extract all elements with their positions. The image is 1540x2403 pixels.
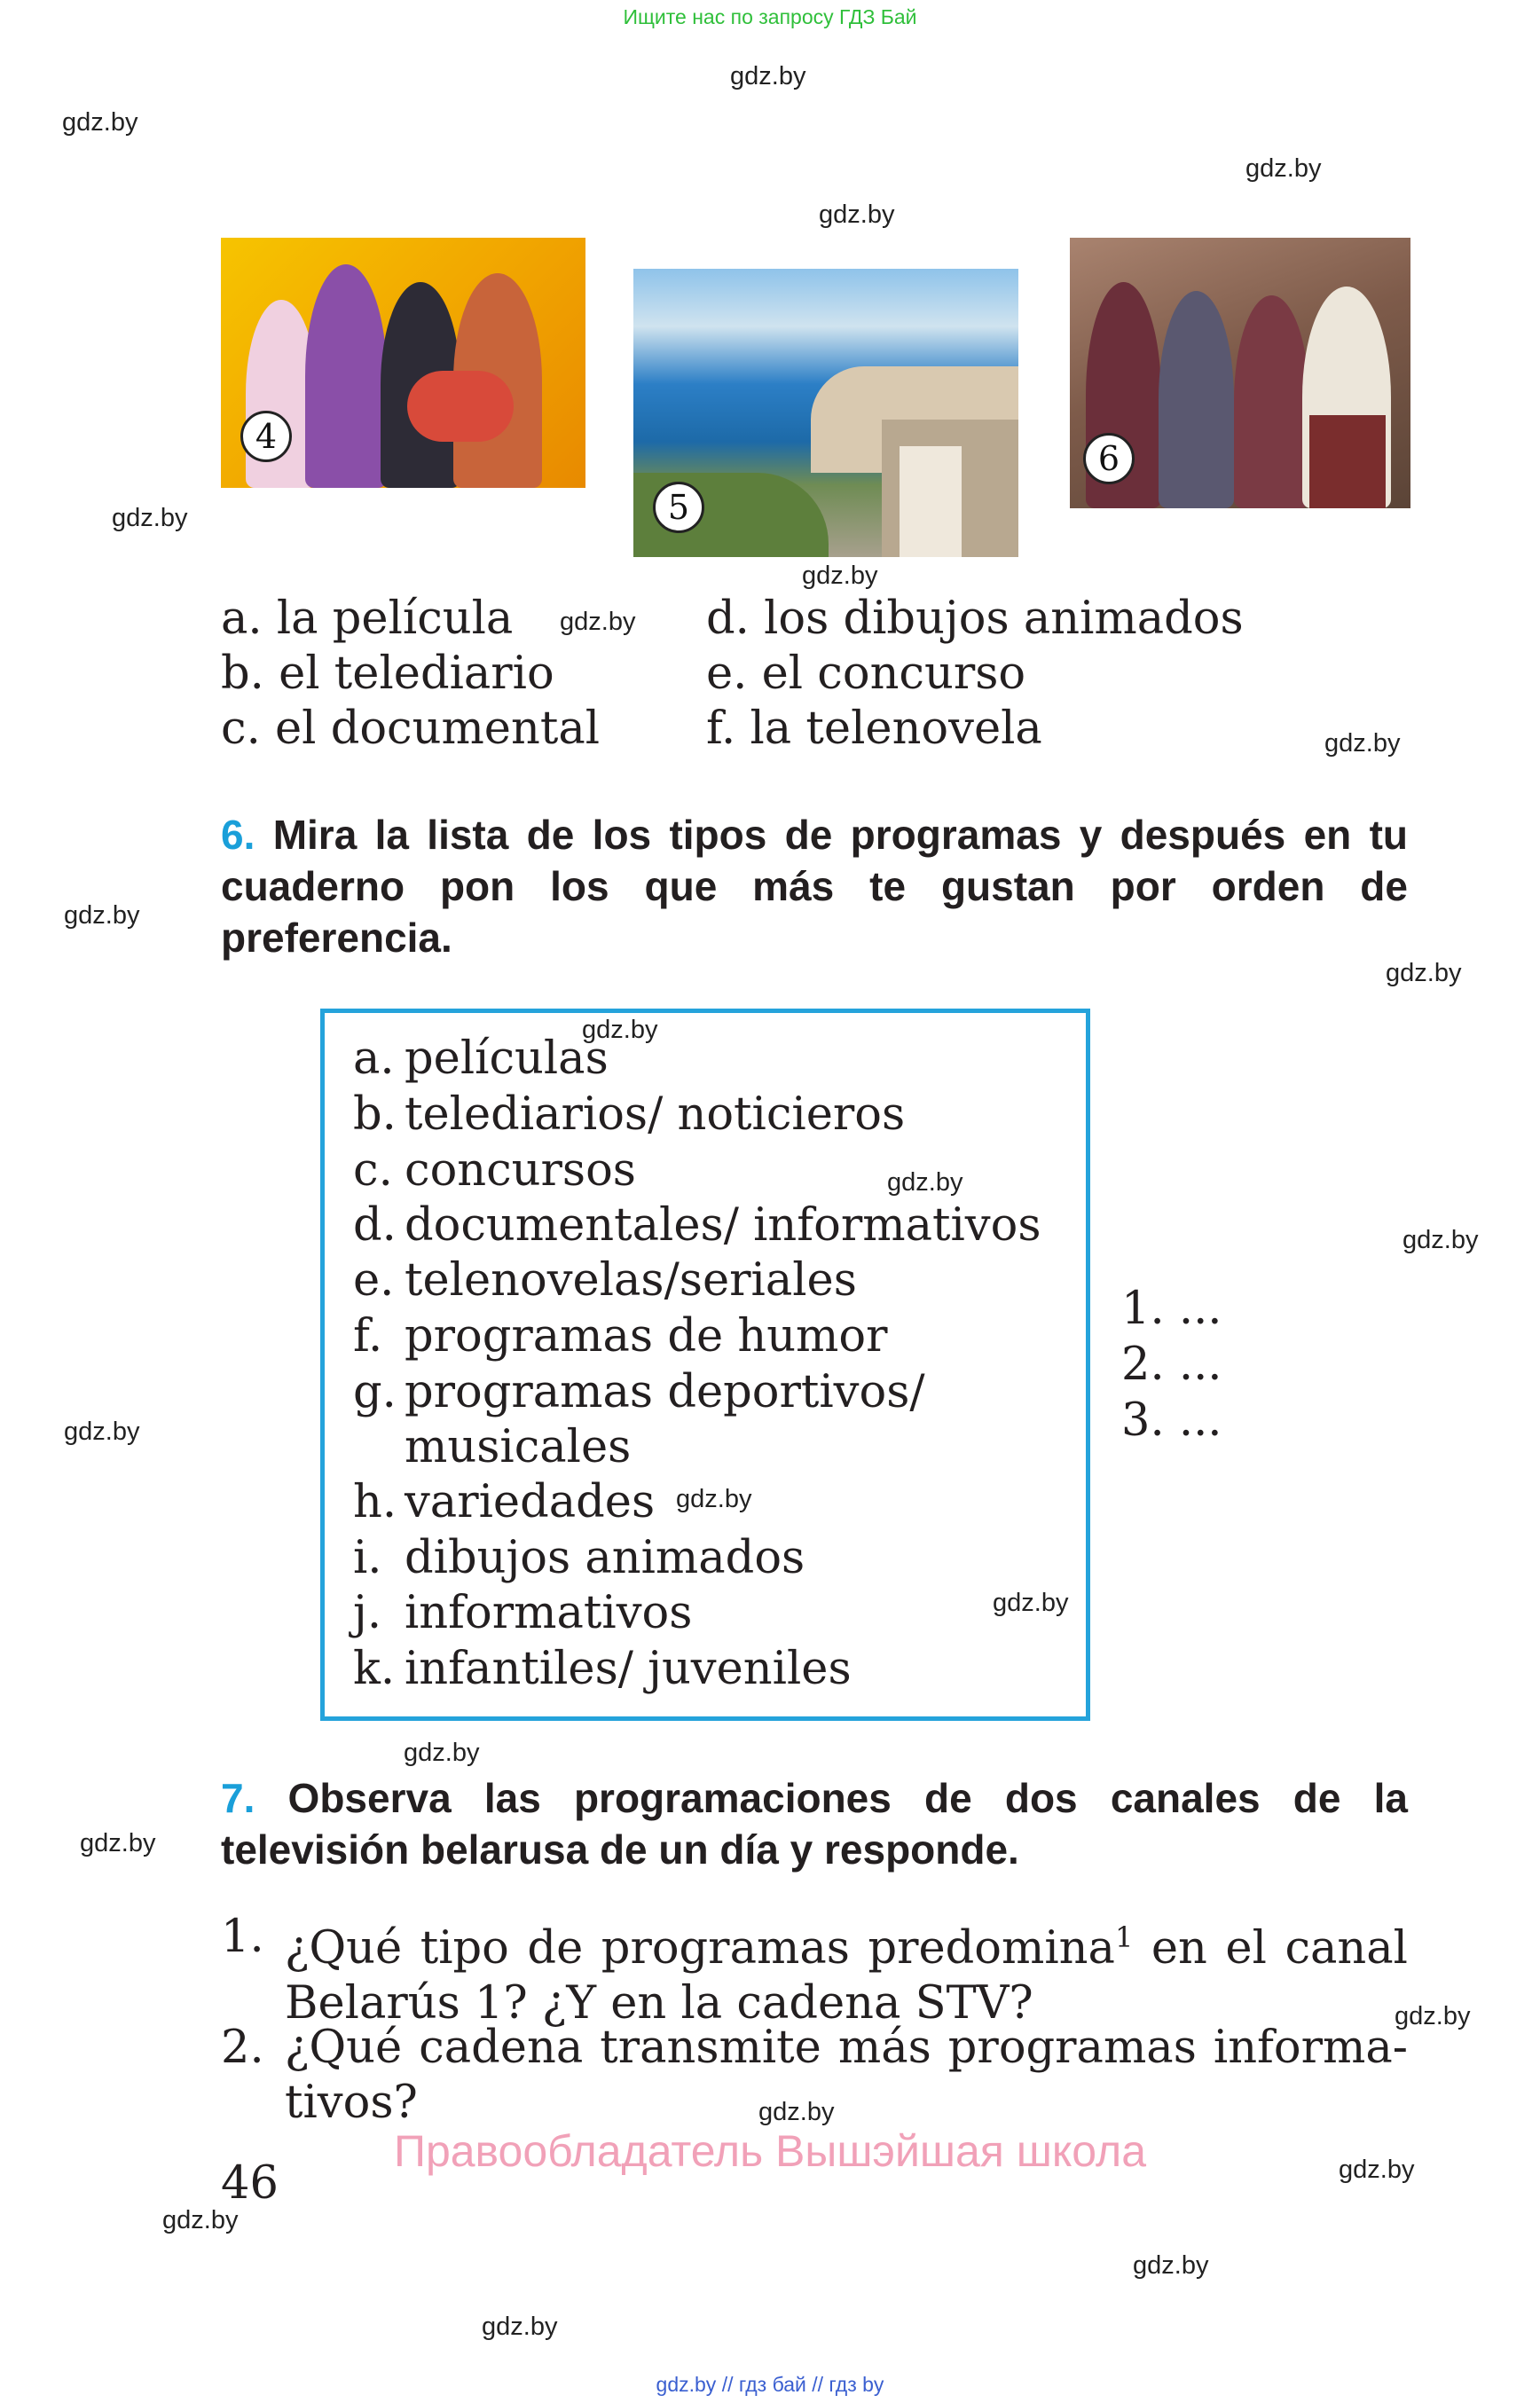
watermark: gdz.by (993, 1589, 1069, 1617)
photo-musketeers (1070, 238, 1410, 508)
watermark: gdz.by (730, 62, 806, 90)
list-item: i. dibujos animados (353, 1532, 805, 1584)
list-item: f. programas de humor (353, 1310, 888, 1362)
watermark: gdz.by (1339, 2156, 1415, 2184)
photo-number-badge: 4 (240, 411, 292, 462)
list-item: j. informativos (353, 1587, 693, 1639)
photo-girls (221, 238, 585, 488)
watermark: gdz.by (162, 2206, 239, 2234)
task-number: 6. (221, 812, 255, 858)
watermark: gdz.by (582, 1016, 658, 1044)
watermark: gdz.by (80, 1829, 156, 1857)
watermark: gdz.by (64, 901, 140, 930)
watermark: gdz.by (1395, 2002, 1471, 2030)
list-item: e. telenovelas/seriales (353, 1254, 857, 1307)
option-item: b. el telediario (221, 648, 554, 700)
page-number: 46 (221, 2157, 279, 2210)
list-item: musicales (405, 1421, 632, 1473)
question-number: 2. (221, 2022, 264, 2074)
task-text: Observa las programaciones de dos canales de la televisión belarusa de un día y responde. (221, 1775, 1408, 1873)
photo-number-badge: 6 (1083, 433, 1135, 484)
list-item: a. películas (353, 1033, 609, 1085)
list-item: h. variedades (353, 1476, 656, 1528)
question-1: 1. ¿Qué tipo de programas predomina$^1$ en el canal Belarús 1? ¿Y en la cadena STV? (221, 1911, 1408, 2030)
watermark: gdz.by (560, 608, 636, 636)
watermark: gdz.by (802, 561, 878, 590)
watermark: gdz.by (819, 200, 895, 229)
watermark: gdz.by (112, 504, 188, 532)
option-item: d. los dibujos animados (706, 593, 1244, 645)
footnote-mark: 1 (1114, 1920, 1134, 1954)
option-item: c. el documental (221, 703, 601, 755)
list-item: g. programas deportivos/ (353, 1366, 925, 1418)
task-6 (221, 809, 1408, 963)
task-text: Mira la lista de los tipos de programas y después en tu cuaderno pon los que más te gustan por orden de preferencia. (221, 812, 1408, 961)
option-item: e. el concurso (706, 648, 1026, 700)
ranking-item: 3. ... (1121, 1394, 1222, 1447)
watermark: gdz.by (404, 1739, 480, 1767)
photo-number-badge: 5 (653, 482, 704, 533)
task-number: 7. (221, 1775, 255, 1821)
question-2: 2. ¿Qué cadena transmite más programas informa-tivos? (221, 2022, 1408, 2129)
list-item: c. concursos (353, 1144, 636, 1197)
ranking-item: 2. ... (1121, 1339, 1222, 1391)
list-item: d. documentales/ informativos (353, 1199, 1041, 1252)
task-7 (221, 1772, 1408, 1875)
watermark: gdz.by (1324, 729, 1401, 758)
watermark: gdz.by (1133, 2251, 1209, 2280)
option-item: a. la película (221, 593, 514, 645)
watermark: gdz.by (887, 1168, 963, 1197)
watermark: gdz.by (482, 2313, 558, 2341)
photo-coastline (633, 269, 1018, 557)
watermark: gdz.by (62, 108, 138, 137)
watermark: gdz.by (676, 1485, 752, 1513)
watermark: gdz.by (64, 1417, 140, 1446)
bottom-note: gdz.by // гдз бай // гдз by (656, 2373, 884, 2396)
list-item: b. telediarios/ noticieros (353, 1088, 906, 1141)
watermark: gdz.by (1245, 154, 1322, 183)
watermark: gdz.by (1386, 959, 1462, 987)
owner-note: Правообладатель Вышэйшая школа (394, 2126, 1146, 2176)
question-number: 1. (221, 1911, 264, 1963)
ranking-item: 1. ... (1121, 1283, 1222, 1335)
list-item: k. infantiles/ juveniles (353, 1643, 852, 1695)
option-item: f. la telenovela (706, 703, 1042, 755)
watermark: gdz.by (758, 2098, 835, 2126)
watermark: gdz.by (1402, 1226, 1479, 1254)
top-note: Ищите нас по запросу ГДЗ Бай (623, 5, 917, 28)
